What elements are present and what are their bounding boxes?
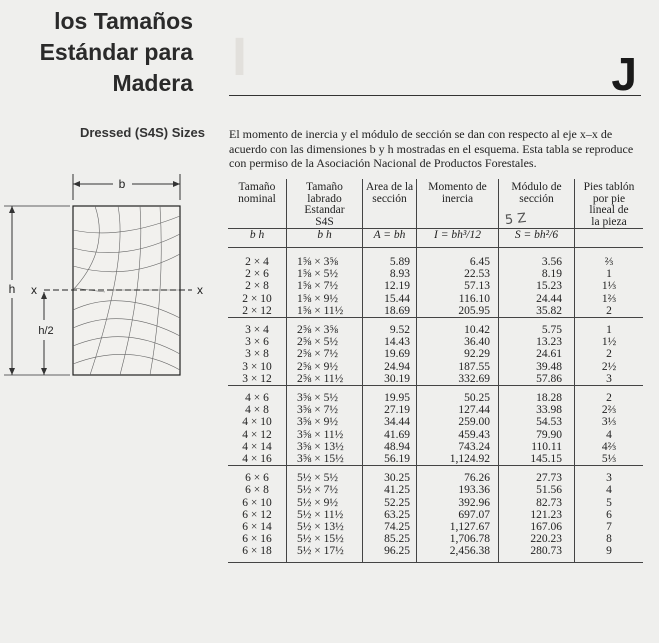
table-row xyxy=(228,324,643,336)
cell-modulus: 54.53 xyxy=(499,416,575,428)
table-row xyxy=(228,509,643,521)
cell-nominal: 4 × 10 xyxy=(228,416,287,428)
title-line-3: Madera xyxy=(112,70,193,96)
col-header-nominal: Tamaño nominal xyxy=(228,179,287,229)
var-area: A = bh xyxy=(363,229,417,248)
cell-moment: 193.36 xyxy=(417,484,499,496)
cell-modulus: 51.56 xyxy=(499,484,575,496)
cell-area: 85.25 xyxy=(363,533,417,545)
cell-nominal: 6 × 18 xyxy=(228,545,287,557)
cell-dressed: 1⅝ × 7½ xyxy=(287,280,363,292)
cell-area: 30.25 xyxy=(363,472,417,484)
cell-modulus: 39.48 xyxy=(499,361,575,373)
page-title xyxy=(0,6,193,99)
cell-dressed: 2⅝ × 9½ xyxy=(287,361,363,373)
lumber-size-table xyxy=(228,179,643,563)
table-row xyxy=(228,392,643,404)
cell-modulus: 57.86 xyxy=(499,373,575,386)
cell-pies: 1⅓ xyxy=(601,280,617,293)
table-row xyxy=(228,545,643,557)
cell-moment: 259.00 xyxy=(417,416,499,428)
cell-dressed: 5½ × 15½ xyxy=(287,533,363,545)
cell-dressed: 1⅝ × 5½ xyxy=(287,268,363,280)
cell-area: 9.52 xyxy=(363,324,417,336)
cell-dressed: 1⅝ × 11½ xyxy=(287,305,363,318)
cell-area: 34.44 xyxy=(363,416,417,428)
cell-area: 96.25 xyxy=(363,545,417,557)
col-header-dressed: Tamaño labrado Estandar S4S xyxy=(287,179,363,229)
table-row xyxy=(228,373,643,386)
cell-moment: 57.13 xyxy=(417,280,499,292)
dim-h-label: h xyxy=(8,282,16,296)
cell-modulus: 13.23 xyxy=(499,336,575,348)
cell-dressed: 2⅝ × 7½ xyxy=(287,348,363,360)
cell-modulus: 5.75 xyxy=(499,324,575,336)
subtitle: Dressed (S4S) Sizes xyxy=(79,125,205,140)
cell-dressed: 1⅝ × 9½ xyxy=(287,293,363,305)
ghost-letter: I xyxy=(232,27,248,87)
cell-nominal: 4 × 12 xyxy=(228,429,287,441)
cell-nominal: 4 × 8 xyxy=(228,404,287,416)
cell-pies: 9 xyxy=(606,545,612,558)
cell-modulus: 35.82 xyxy=(499,305,575,318)
table-row xyxy=(228,416,643,428)
table-row xyxy=(228,404,643,416)
table-row xyxy=(228,484,643,496)
cell-pies: 3 xyxy=(606,472,612,485)
cell-area: 48.94 xyxy=(363,441,417,453)
cell-pies: 2½ xyxy=(601,360,617,373)
cell-dressed: 3⅝ × 7½ xyxy=(287,404,363,416)
cell-dressed: 5½ × 11½ xyxy=(287,509,363,521)
cell-pies: 5 xyxy=(606,496,612,509)
cell-modulus: 18.28 xyxy=(499,392,575,404)
table-row xyxy=(228,336,643,348)
cell-moment: 36.40 xyxy=(417,336,499,348)
var-modulus: S = bh²/6 xyxy=(499,229,575,248)
cell-area: 24.94 xyxy=(363,361,417,373)
cell-nominal: 6 × 6 xyxy=(228,472,287,484)
cell-moment: 116.10 xyxy=(417,293,499,305)
cell-moment: 205.95 xyxy=(417,305,499,318)
cell-area: 15.44 xyxy=(363,293,417,305)
table-row xyxy=(228,453,643,466)
table-row xyxy=(228,348,643,360)
cell-modulus: 15.23 xyxy=(499,280,575,292)
cell-moment: 2,456.38 xyxy=(417,545,499,557)
cell-nominal: 2 × 8 xyxy=(228,280,287,292)
dim-b-label: b xyxy=(118,177,126,191)
cell-pies: 4⅔ xyxy=(601,440,617,453)
cell-moment: 50.25 xyxy=(417,392,499,404)
var-moment: I = bh³/12 xyxy=(417,229,499,248)
cross-section-diagram xyxy=(0,170,225,390)
cell-pies: 3⅓ xyxy=(601,416,617,429)
cell-modulus: 3.56 xyxy=(499,256,575,268)
table-row xyxy=(228,305,643,318)
table-row xyxy=(228,429,643,441)
cell-modulus: 167.06 xyxy=(499,521,575,533)
cell-area: 8.93 xyxy=(363,268,417,280)
cell-nominal: 6 × 8 xyxy=(228,484,287,496)
cell-area: 41.25 xyxy=(363,484,417,496)
cell-area: 18.69 xyxy=(363,305,417,318)
cell-pies: 4 xyxy=(606,484,612,497)
table-row xyxy=(228,293,643,305)
cell-dressed: 3⅝ × 15½ xyxy=(287,453,363,466)
intro-paragraph: El momento de inercia y el módulo de sección se dan con respecto al eje x–x de acuerdo con las dimensiones b y h mostradas en el esquema. Esta tabla se reproduce con permiso de la Asociación Nacional de Productos Forestales. xyxy=(229,127,634,170)
cell-dressed: 3⅝ × 5½ xyxy=(287,392,363,404)
cell-area: 19.95 xyxy=(363,392,417,404)
cell-pies: 3 xyxy=(606,372,612,385)
cell-moment: 76.26 xyxy=(417,472,499,484)
table-row xyxy=(228,361,643,373)
cell-area: 30.19 xyxy=(363,373,417,386)
cell-area: 56.19 xyxy=(363,453,417,466)
cell-nominal: 2 × 10 xyxy=(228,293,287,305)
cell-modulus: 24.61 xyxy=(499,348,575,360)
cell-area: 12.19 xyxy=(363,280,417,292)
cell-moment: 6.45 xyxy=(417,256,499,268)
cell-pies: 8 xyxy=(606,533,612,546)
col-header-area: Area de la sección xyxy=(363,179,417,229)
table-body xyxy=(228,248,643,563)
cell-moment: 697.07 xyxy=(417,509,499,521)
table-row xyxy=(228,472,643,484)
cell-modulus: 24.44 xyxy=(499,293,575,305)
cell-dressed: 5½ × 9½ xyxy=(287,497,363,509)
cell-modulus: 280.73 xyxy=(499,545,575,557)
cell-area: 63.25 xyxy=(363,509,417,521)
cell-nominal: 4 × 14 xyxy=(228,441,287,453)
var-nominal: b h xyxy=(228,229,287,248)
cell-pies: 4 xyxy=(606,428,612,441)
axis-x-right-label: x xyxy=(197,283,203,297)
cell-modulus: 145.15 xyxy=(499,453,575,466)
cell-nominal: 3 × 8 xyxy=(228,348,287,360)
cell-pies: 2 xyxy=(606,304,612,317)
cell-dressed: 2⅝ × 11½ xyxy=(287,373,363,386)
cell-nominal: 6 × 16 xyxy=(228,533,287,545)
title-line-2: Estándar para xyxy=(39,39,193,65)
table-row xyxy=(228,280,643,292)
cell-moment: 459.43 xyxy=(417,429,499,441)
cell-nominal: 2 × 6 xyxy=(228,268,287,280)
table-row xyxy=(228,533,643,545)
cell-area: 19.69 xyxy=(363,348,417,360)
var-pies xyxy=(575,229,644,248)
table-row xyxy=(228,497,643,509)
cell-area: 14.43 xyxy=(363,336,417,348)
cell-pies: 2 xyxy=(606,392,612,405)
table-row xyxy=(228,268,643,280)
cell-nominal: 4 × 16 xyxy=(228,453,287,466)
table-variable-row xyxy=(228,229,643,248)
cell-area: 52.25 xyxy=(363,497,417,509)
cell-dressed: 3⅝ × 13½ xyxy=(287,441,363,453)
table-header-row xyxy=(228,179,643,229)
cell-pies: ⅔ xyxy=(604,256,614,268)
cell-area: 41.69 xyxy=(363,429,417,441)
row-spacer xyxy=(228,558,643,563)
cell-moment: 92.29 xyxy=(417,348,499,360)
cell-pies: 1 xyxy=(606,324,612,337)
col-header-pies: Pies tablón por pie lineal de la pieza xyxy=(575,179,644,229)
cell-dressed: 5½ × 13½ xyxy=(287,521,363,533)
table-row xyxy=(228,256,643,268)
cell-moment: 1,124.92 xyxy=(417,453,499,466)
cell-moment: 332.69 xyxy=(417,373,499,386)
axis-x-left-label: x xyxy=(31,283,37,297)
cell-pies: 6 xyxy=(606,508,612,521)
cell-modulus: 121.23 xyxy=(499,509,575,521)
cell-dressed: 1⅝ × 3⅝ xyxy=(287,256,363,268)
cell-nominal: 6 × 12 xyxy=(228,509,287,521)
cell-pies: 7 xyxy=(606,521,612,534)
table-row xyxy=(228,441,643,453)
cell-area: 74.25 xyxy=(363,521,417,533)
col-header-modulus: Módulo de sección xyxy=(499,179,575,229)
title-line-1: los Tamaños xyxy=(54,8,193,34)
cell-nominal: 2 × 4 xyxy=(228,256,287,268)
cell-modulus: 110.11 xyxy=(499,441,575,453)
cell-modulus: 79.90 xyxy=(499,429,575,441)
cell-pies: 5⅓ xyxy=(601,453,617,466)
cell-dressed: 2⅝ × 5½ xyxy=(287,336,363,348)
cell-nominal: 4 × 6 xyxy=(228,392,287,404)
cell-modulus: 27.73 xyxy=(499,472,575,484)
cell-dressed: 3⅝ × 11½ xyxy=(287,429,363,441)
cell-moment: 187.55 xyxy=(417,361,499,373)
cell-nominal: 2 × 12 xyxy=(228,305,287,318)
cell-moment: 22.53 xyxy=(417,268,499,280)
cell-pies: 1½ xyxy=(601,336,617,349)
cell-pies: 1⅔ xyxy=(601,292,617,305)
cell-dressed: 3⅝ × 9½ xyxy=(287,416,363,428)
cell-pies: 1 xyxy=(606,268,612,281)
cell-pies: 2⅔ xyxy=(601,404,617,417)
cell-pies: 2 xyxy=(606,348,612,361)
cell-moment: 127.44 xyxy=(417,404,499,416)
cell-moment: 1,127.67 xyxy=(417,521,499,533)
cell-nominal: 6 × 14 xyxy=(228,521,287,533)
dim-h-half-label: h/2 xyxy=(38,325,54,337)
cell-area: 27.19 xyxy=(363,404,417,416)
cell-nominal: 6 × 10 xyxy=(228,497,287,509)
cell-nominal: 3 × 4 xyxy=(228,324,287,336)
var-dressed: b h xyxy=(287,229,363,248)
table-row xyxy=(228,521,643,533)
cell-modulus: 82.73 xyxy=(499,497,575,509)
appendix-letter: J xyxy=(611,48,637,100)
cell-nominal: 3 × 6 xyxy=(228,336,287,348)
cell-moment: 743.24 xyxy=(417,441,499,453)
handwritten-note: 5 Z xyxy=(504,210,528,229)
cell-dressed: 5½ × 5½ xyxy=(287,472,363,484)
cell-area: 5.89 xyxy=(363,256,417,268)
col-header-moment: Momento de inercia xyxy=(417,179,499,229)
cell-dressed: 5½ × 17½ xyxy=(287,545,363,557)
cell-modulus: 8.19 xyxy=(499,268,575,280)
cell-dressed: 5½ × 7½ xyxy=(287,484,363,496)
cell-moment: 392.96 xyxy=(417,497,499,509)
cell-moment: 1,706.78 xyxy=(417,533,499,545)
header-rule xyxy=(229,95,641,96)
cell-nominal: 3 × 12 xyxy=(228,373,287,386)
cell-modulus: 33.98 xyxy=(499,404,575,416)
cell-dressed: 2⅝ × 3⅝ xyxy=(287,324,363,336)
cell-nominal: 3 × 10 xyxy=(228,361,287,373)
cell-modulus: 220.23 xyxy=(499,533,575,545)
cell-moment: 10.42 xyxy=(417,324,499,336)
row-spacer xyxy=(228,248,643,257)
